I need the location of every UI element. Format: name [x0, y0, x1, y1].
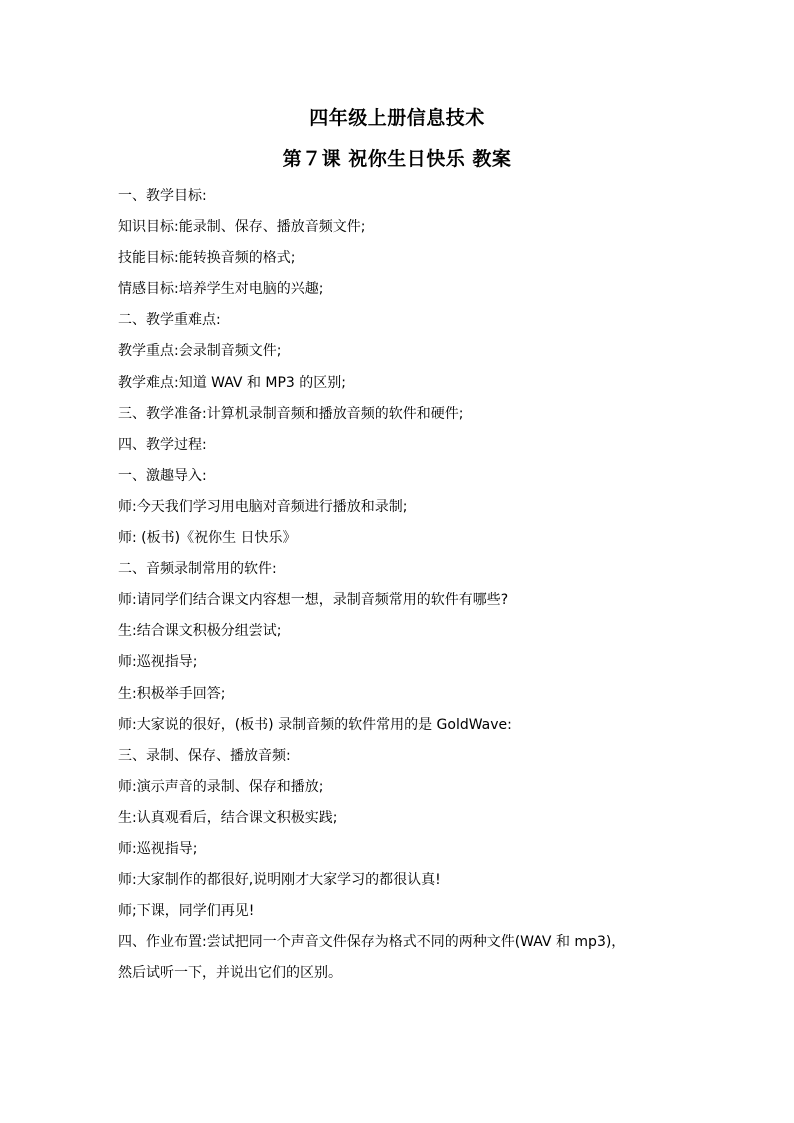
section-heading-goals: 一、教学目标:	[118, 188, 207, 204]
section-heading-homework: 四、作业布置:尝试把同一个声音文件保存为格式不同的两种文件(WAV 和 mp3)，	[118, 934, 626, 951]
text-line: 师:今天我们学习用电脑对音频进行播放和录制;	[118, 498, 408, 515]
text-line: 师:巡视指导;	[118, 654, 198, 671]
text-line: 技能目标:能转换音频的格式;	[118, 250, 296, 267]
subsection-heading-software: 二、音频录制常用的软件:	[118, 561, 277, 578]
text-line: 师:演示声音的录制、保存和播放;	[118, 778, 324, 795]
section-heading-key-points: 二、教学重难点:	[118, 312, 221, 329]
text-line: 生:结合课文积极分组尝试;	[118, 623, 282, 640]
section-heading-preparation: 三、教学准备:计算机录制音频和播放音频的软件和硬件;	[118, 405, 464, 422]
section-heading-process: 四、教学过程:	[118, 436, 207, 453]
lesson-title: 第７课 祝你生日快乐 教案	[282, 148, 512, 170]
text-line: 师: (板书)《祝你生 日快乐》	[118, 530, 297, 547]
text-line: 师:大家制作的都很好,说明刚才大家学习的都很认真!	[118, 872, 441, 889]
text-line: 生:认真观看后，结合课文积极实践;	[118, 809, 338, 826]
text-line: 师;下课，同学们再见!	[118, 903, 255, 920]
text-line: 师:请同学们结合课文内容想一想，录制音频常用的软件有哪些?	[118, 592, 509, 609]
text-line: 知识目标:能录制、保存、播放音频文件;	[118, 219, 366, 236]
subsection-heading-intro: 一、激趣导入:	[118, 467, 207, 484]
text-line: 师:大家说的很好，(板书) 录制音频的软件常用的是 GoldWave:	[118, 716, 512, 733]
text-line: 生:积极举手回答;	[118, 685, 226, 702]
document-title: 四年级上册信息技术	[309, 107, 485, 129]
subsection-heading-recording: 三、录制、保存、播放音频:	[118, 747, 291, 764]
text-line: 教学重点:会录制音频文件;	[118, 343, 282, 360]
text-line: 教学难点:知道 WAV 和 MP3 的区别;	[118, 374, 346, 391]
text-line: 然后试听一下，并说出它们的区别。	[118, 965, 342, 982]
document-body	[118, 181, 678, 989]
text-line: 情感目标:培养学生对电脑的兴趣;	[118, 281, 324, 298]
text-line: 师:巡视指导;	[118, 840, 198, 857]
